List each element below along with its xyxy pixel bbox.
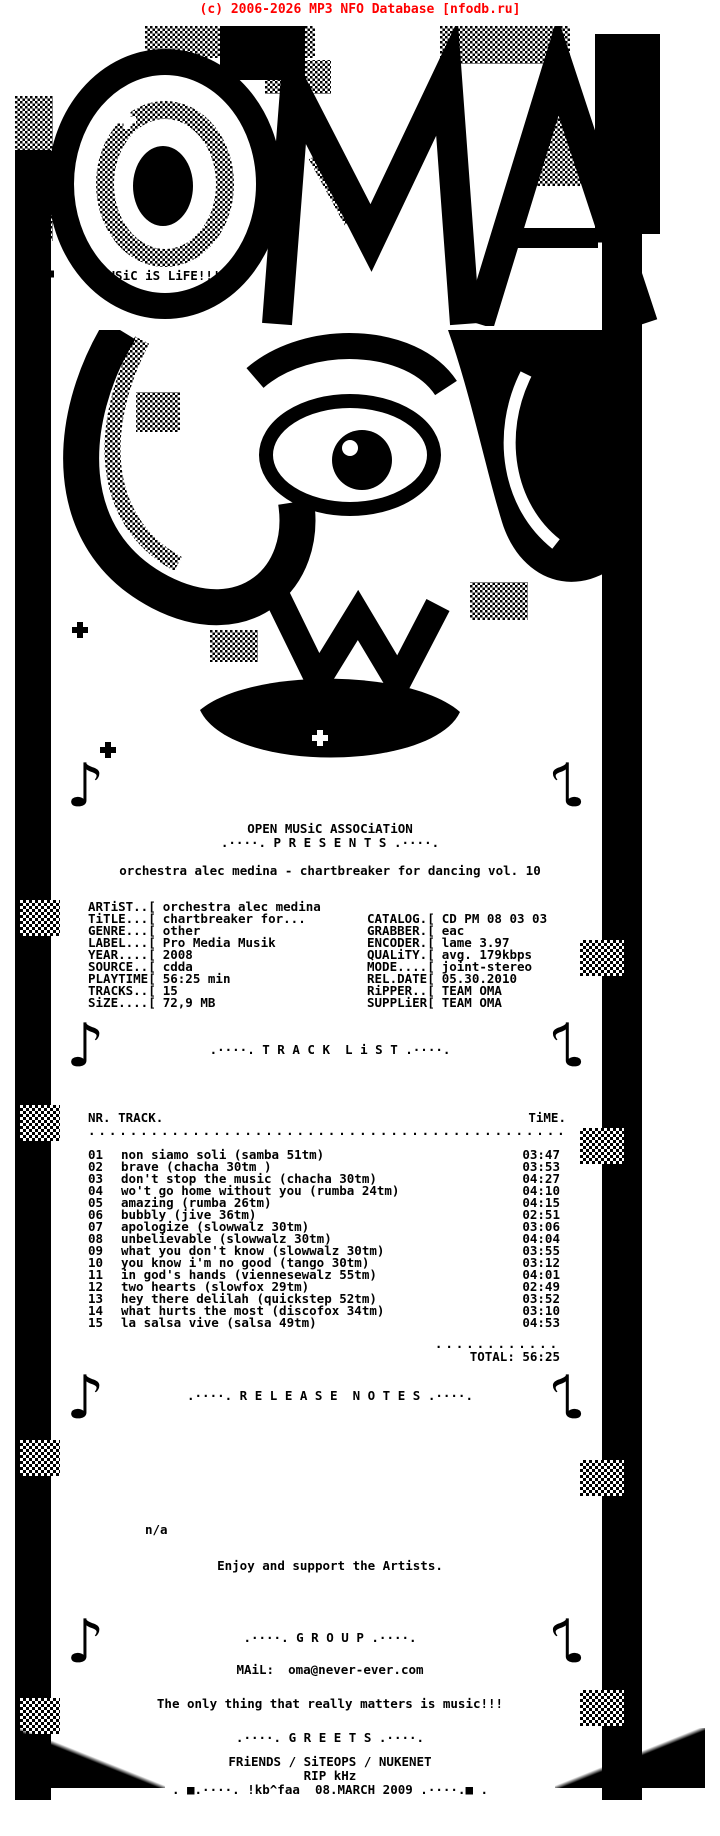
- track-title: two hearts (slowfox 29tm): [121, 1279, 310, 1294]
- dither-block: [20, 1440, 60, 1476]
- info-label: LABEL...[: [88, 935, 156, 950]
- track-title: unbelievable (slowwalz 30tm): [121, 1231, 332, 1246]
- info-right-column: [367, 913, 547, 1009]
- track-number: 11: [88, 1267, 104, 1282]
- group-heading: .····. G R O U P .····.: [243, 1630, 417, 1645]
- total-time: TOTAL: 56:25: [469, 1349, 560, 1364]
- group-slogan: The only thing that really matters is music!!!: [156, 1696, 504, 1711]
- info-label: SUPPLiER[: [367, 995, 435, 1010]
- support-message: Enjoy and support the Artists.: [217, 1558, 443, 1573]
- track-number: 15: [88, 1315, 104, 1330]
- track-title: la salsa vive (salsa 49tm): [121, 1315, 317, 1330]
- tracklist-heading: .····. T R A C K L i S T .····.: [209, 1042, 451, 1057]
- info-label: REL.DATE[: [367, 971, 435, 986]
- track-table: [88, 1149, 560, 1329]
- column-header-time: TiME.: [528, 1110, 566, 1125]
- track-number: 09: [88, 1243, 104, 1258]
- info-label: PLAYTIME[: [88, 971, 156, 986]
- info-value: TEAM OMA: [441, 983, 502, 998]
- info-label: TiTLE...[: [88, 911, 156, 926]
- dither-block: [580, 940, 624, 976]
- track-time: 03:06: [522, 1219, 560, 1234]
- music-note-icon: ♪: [66, 1363, 105, 1433]
- info-value: CD PM 08 03 03: [441, 911, 548, 926]
- info-label: SiZE....[: [88, 995, 156, 1010]
- track-time: 02:49: [522, 1279, 560, 1294]
- track-title: bubbly (jive 36tm): [121, 1207, 257, 1222]
- track-number: 03: [88, 1171, 104, 1186]
- track-number: 12: [88, 1279, 104, 1294]
- track-title: apologize (slowwalz 30tm): [121, 1219, 310, 1234]
- mail-line: [60, 1664, 600, 1676]
- info-value: 05.30.2010: [441, 971, 517, 986]
- track-time: 02:51: [522, 1207, 560, 1222]
- track-title: what you don't know (slowwalz 30tm): [121, 1243, 385, 1258]
- org-name: OPEN MUSiC ASSOCiATiON: [247, 821, 413, 836]
- mail-label: MAiL:: [236, 1662, 275, 1677]
- track-time: 04:27: [522, 1171, 560, 1186]
- footer-line: . ■.····. !kb^faa 08.MARCH 2009 .····.■ .: [171, 1782, 489, 1797]
- info-value: 72,9 MB: [162, 995, 216, 1010]
- track-title: you know i'm no good (tango 30tm): [121, 1255, 370, 1270]
- info-label: YEAR....[: [88, 947, 156, 962]
- music-note-icon: ♪: [548, 1607, 587, 1677]
- info-label: CATALOG.[: [367, 911, 435, 926]
- info-row: [367, 997, 547, 1009]
- track-number: 07: [88, 1219, 104, 1234]
- right-border-bar: [602, 55, 642, 1800]
- info-value: TEAM OMA: [441, 995, 502, 1010]
- track-number: 08: [88, 1231, 104, 1246]
- info-value: joint-stereo: [441, 959, 533, 974]
- info-label: RiPPER..[: [367, 983, 435, 998]
- info-label: ENCODER.[: [367, 935, 435, 950]
- info-label: GRABBER.[: [367, 923, 435, 938]
- info-label: SOURCE..[: [88, 959, 156, 974]
- track-time: 03:52: [522, 1291, 560, 1306]
- info-value: 56:25 min: [162, 971, 231, 986]
- nfodb-banner: (c) 2006-2026 MP3 NFO Database [nfodb.ru]: [199, 2, 521, 17]
- track-time: 03:53: [522, 1159, 560, 1174]
- track-title: amazing (rumba 26tm): [121, 1195, 272, 1210]
- greets-heading: .····. G R E E T S .····.: [235, 1730, 425, 1745]
- music-note-icon: ♪: [66, 1011, 105, 1081]
- track-time: 03:10: [522, 1303, 560, 1318]
- music-note-icon: ♪: [66, 1607, 105, 1677]
- music-note-icon: ♪: [548, 1011, 587, 1081]
- track-number: 13: [88, 1291, 104, 1306]
- mail-address: oma@never-ever.com: [288, 1662, 424, 1677]
- music-note-icon: ♪: [548, 751, 587, 821]
- track-number: 02: [88, 1159, 104, 1174]
- track-time: 03:55: [522, 1243, 560, 1258]
- track-time: 04:15: [522, 1195, 560, 1210]
- track-time: 03:12: [522, 1255, 560, 1270]
- info-value: other: [162, 923, 201, 938]
- track-title: don't stop the music (chacha 30tm): [121, 1171, 377, 1186]
- track-time: 04:01: [522, 1267, 560, 1282]
- info-value: 2008: [162, 947, 193, 962]
- music-note-icon: ♪: [66, 751, 105, 821]
- track-title: non siamo soli (samba 51tm): [121, 1147, 325, 1162]
- info-value: Pro Media Musik: [162, 935, 276, 950]
- graffiti-art: [50, 330, 610, 821]
- greets-line: FRiENDS / SiTEOPS / NUKENET: [228, 1754, 432, 1769]
- track-time: 04:53: [522, 1315, 560, 1330]
- track-number: 04: [88, 1183, 104, 1198]
- info-left-column: [88, 901, 321, 1009]
- info-value: chartbreaker for...: [162, 911, 306, 926]
- info-value: avg. 179kbps: [441, 947, 533, 962]
- dither-block: [20, 1105, 60, 1141]
- info-label: ARTiST..[: [88, 899, 156, 914]
- track-number: 14: [88, 1303, 104, 1318]
- track-number: 05: [88, 1195, 104, 1210]
- dither-block: [580, 1128, 624, 1164]
- track-number: 06: [88, 1207, 104, 1222]
- info-label: QUALiTY.[: [367, 947, 435, 962]
- track-number: 01: [88, 1147, 104, 1162]
- music-note-icon: ♪: [548, 1363, 587, 1433]
- dither-block: [580, 1460, 624, 1496]
- track-title: brave (chacha 30tm ): [121, 1159, 272, 1174]
- dither-block: [20, 900, 60, 936]
- release-note-body: n/a: [145, 1522, 168, 1537]
- info-value: cdda: [162, 959, 193, 974]
- info-value: 15: [162, 983, 178, 998]
- info-value: eac: [441, 923, 465, 938]
- info-value: orchestra alec medina: [162, 899, 321, 914]
- column-header-nr-track: NR. TRACK.: [88, 1110, 164, 1125]
- info-label: TRACKS..[: [88, 983, 156, 998]
- logo-tagline: MUSiC iS LiFE!!!: [100, 268, 221, 283]
- info-value: lame 3.97: [441, 935, 510, 950]
- rip-line: RIP kHz: [303, 1768, 357, 1783]
- track-number: 10: [88, 1255, 104, 1270]
- total-divider: ............: [434, 1336, 560, 1351]
- info-label: GENRE...[: [88, 923, 156, 938]
- left-border-bar: [15, 150, 51, 1800]
- release-title: orchestra alec medina - chartbreaker for dancing vol. 10: [119, 863, 541, 878]
- release-notes-heading: .····. R E L E A S E N O T E S .····.: [187, 1388, 473, 1403]
- tracklist-divider: ..............................................: [88, 1123, 568, 1138]
- track-title: hey there delilah (quickstep 52tm): [121, 1291, 377, 1306]
- presents-heading: .····. P R E S E N T S .····.: [220, 835, 440, 850]
- track-time: 04:10: [522, 1183, 560, 1198]
- info-row: [88, 997, 321, 1009]
- track-time: 04:04: [522, 1231, 560, 1246]
- track-title: wo't go home without you (rumba 24tm): [121, 1183, 400, 1198]
- track-title: in god's hands (viennesewalz 55tm): [121, 1267, 377, 1282]
- track-time: 03:47: [522, 1147, 560, 1162]
- track-row: [88, 1317, 560, 1329]
- track-title: what hurts the most (discofox 34tm): [121, 1303, 385, 1318]
- info-label: MODE....[: [367, 959, 435, 974]
